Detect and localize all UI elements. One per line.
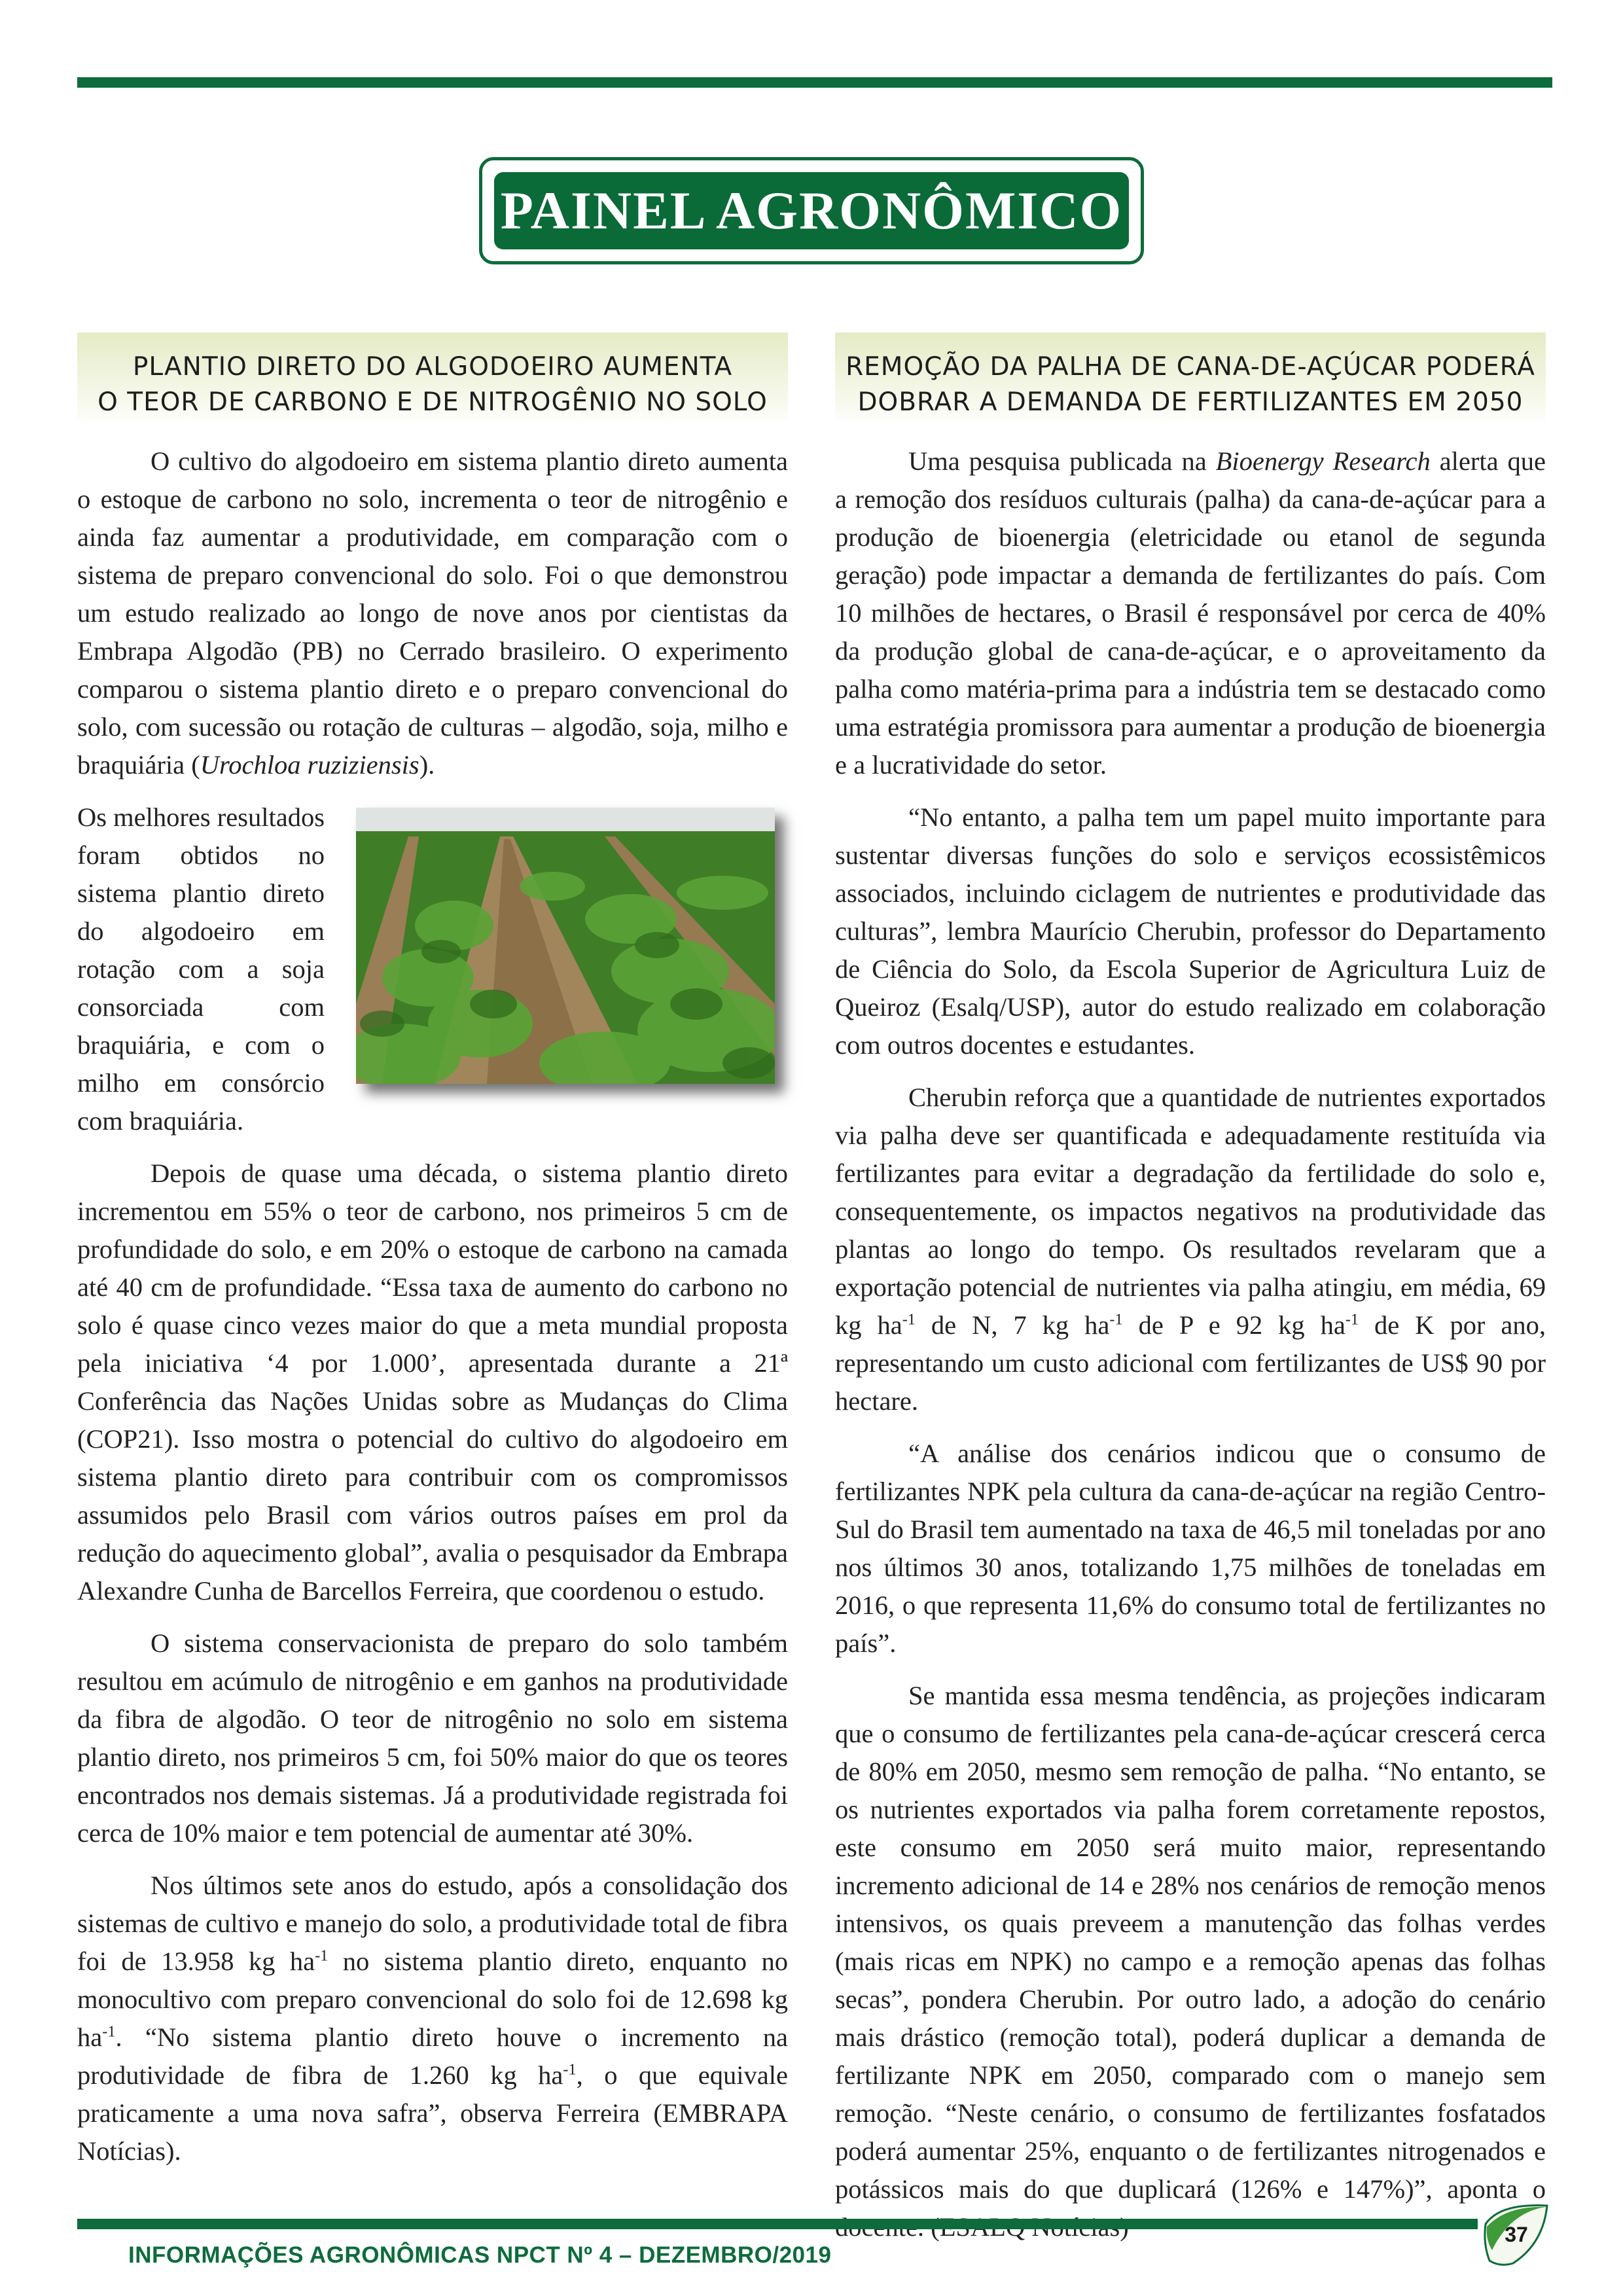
section-banner [479, 157, 1144, 264]
right-p3-a: Cherubin reforça que a quantidade de nutrientes exportados via palha deve ser quantificada e adequadamente restituída via fertilizantes para evitar a degradação da fertilidade do solo e, consequentemente, os impactos negativos na produtividade das plantas ao longo do tempo. Os resultados revelaram que a exportação potencial de nutrientes via palha atingiu, em média, 69 kg ha [835, 1083, 1546, 1340]
left-p4-b: no sistema plantio direto, enquanto no monocultivo com preparo convencional do solo foi de 12.698 kg ha [77, 1946, 788, 2052]
banner-plate [494, 172, 1129, 249]
right-article [835, 332, 1546, 2261]
right-p3-sup-1: -1 [902, 1310, 916, 1329]
cotton-field-photo [356, 808, 775, 1084]
left-paragraph-1b: Os melhores resultados foram obtidos no sistema plantio direto do algodoeiro em rotação com a soja consorciada com braquiária, e com o milho em consórcio com braquiária. [77, 802, 325, 1136]
left-article [77, 332, 788, 2185]
right-article-heading [835, 332, 1546, 424]
right-heading-line-2: DOBRAR A DEMANDA DE FERTILIZANTES EM 2050 [857, 387, 1524, 417]
right-paragraph-2: “No entanto, a palha tem um papel muito importante para sustentar diversas funções do solo e serviços ecossistêmicos associados, incluindo ciclagem de nutrientes e produtividade das culturas”, lembra Maurício Cherubin, professor do Departamento de Ciência do Solo, da Escola Superior de Agricultura Luiz de Queiroz (Esalq/USP), autor do estudo realizado em colaboração com outros docentes e estudantes. [835, 802, 1546, 1060]
left-p4-a: Nos últimos sete anos do estudo, após a consolidação dos sistemas de cultivo e manejo do solo, a produtividade total de fibra foi de 13.958 kg ha [77, 1871, 788, 1976]
right-paragraph-1 [835, 442, 1546, 784]
left-paragraph-2: Depois de quase uma década, o sistema plantio direto incrementou em 55% o teor de carbono, nos primeiros 5 cm de profundidade do solo, e em 20% o estoque de carbono na camada até 40 cm de profundidade. “Essa taxa de aumento do carbono no solo é quase cinco vezes maior do que a meta mundial proposta pela iniciativa ‘4 por 1.000’, apresentada durante a 21ª Conferência das Nações Unidas sobre as Mudanças do Clima (COP21). Isso mostra o potencial do cultivo do algodoeiro em sistema plantio direto para contribuir com os compromissos assumidos pelo Brasil com vários outros países em prol da redução do aquecimento global”, avalia o pesquisador da Embrapa Alexandre Cunha de Barcellos Ferreira, que coordenou o estudo. [77, 1158, 788, 1605]
banner-frame [479, 157, 1144, 264]
left-p4-sup-2: -1 [102, 2022, 116, 2041]
left-p1-end: ). [419, 750, 435, 780]
right-p1-italic: Bioenergy Research [1215, 446, 1431, 476]
left-p4-sup-1: -1 [315, 1946, 329, 1965]
left-p1-italic: Urochloa ruziziensis [200, 750, 419, 780]
left-p4-d: , o que equivale praticamente a uma nova safra”, observa Ferreira (EMBRAPA Notícias). [77, 2060, 788, 2166]
footer-publication: INFORMAÇÕES AGRONÔMICAS NPCT Nº 4 – DEZEMBRO/2019 [128, 2242, 832, 2268]
right-p3-b: de N, 7 kg ha [915, 1310, 1110, 1340]
cotton-field-image [356, 808, 775, 1084]
left-heading-line-2: O TEOR DE CARBONO E DE NITROGÊNIO NO SOLO [98, 387, 768, 417]
right-paragraph-3 [835, 1079, 1546, 1420]
left-paragraph-4 [77, 1867, 788, 2170]
banner-title: PAINEL AGRONÔMICO [500, 181, 1123, 240]
right-p3-sup-2: -1 [1109, 1310, 1123, 1329]
left-heading-line-1: PLANTIO DIRETO DO ALGODOEIRO AUMENTA [132, 352, 733, 382]
right-heading-line-1: REMOÇÃO DA PALHA DE CANA-DE-AÇÚCAR PODERÁ [846, 352, 1535, 382]
top-rule [77, 77, 1552, 88]
left-p1-text: O cultivo do algodoeiro em sistema plantio direto aumenta o estoque de carbono no solo, incrementa o teor de nitrogênio e ainda faz aumentar a produtividade, em comparação com o sistema de preparo convencional do solo. Foi o que demonstrou um estudo realizado ao longo de nove anos por cientistas da Embrapa Algodão (PB) no Cerrado brasileiro. O experimento comparou o sistema plantio direto e o preparo convencional do solo, com sucessão ou rotação de culturas – algodão, soja, milho e braquiária ( [77, 446, 788, 780]
right-p3-sup-3: -1 [1345, 1310, 1359, 1329]
left-article-heading [77, 332, 788, 424]
left-p4-sup-3: -1 [563, 2060, 577, 2079]
right-paragraph-5: Se mantida essa mesma tendência, as projeções indicaram que o consumo de fertilizantes pela cana-de-açúcar crescerá cerca de 80% em 2050, mesmo sem remoção de palha. “No entanto, se os nutrientes exportados via palha forem corretamente repostos, este consumo em 2050 será muito maior, representando incremento adicional de 14 e 28% nos cenários de remoção menos intensivos, os quais preveem a manutenção das folhas verdes (mais ricas em NPK) no campo e a remoção apenas das folhas secas”, pondera Cherubin. Por outro lado, a adoção do cenário mais drástico (remoção total), poderá duplicar a demanda de fertilizante NPK em 2050, comparado com o manejo sem remoção. “Neste cenário, o consumo de fertilizantes fosfatados poderá aumentar 25%, enquanto o de fertilizantes nitrogenados e potássicos mais do que duplicará (126% e 147%)”, aponta o [835, 1681, 1546, 2204]
left-paragraph-1 [77, 442, 788, 784]
right-p1-b: alerta que a remoção dos resíduos culturais (palha) da cana-de-açúcar para a produção de bioenergia (eletricidade ou etanol de segunda geração) pode impactar a demanda de fertilizantes do país. Com 10 milhões de hectares, o Brasil é responsável por cerca de 40% da produção global de cana-de-açúcar, e o aproveitamento da palha como matéria-prima para a indústria tem se destacado como uma estratégia promissora para aumentar a produção de bioenergia e a lucratividade do setor. [835, 446, 1546, 780]
bottom-rule [77, 2219, 1478, 2229]
page-number-badge [1480, 2198, 1552, 2270]
right-paragraph-4: “A análise dos cenários indicou que o consumo de fertilizantes NPK pela cultura da cana-de-açúcar na região Centro-Sul do Brasil tem aumentado na taxa de 46,5 mil toneladas por ano nos últimos 30 anos, totalizando 1,75 milhões de toneladas em 2016, o que representa 11,6% do consumo total de fertilizantes no país”. [835, 1439, 1546, 1658]
right-p3-d: de K por ano, representando um custo adicional com fertilizantes de US$ 90 por hectare. [835, 1310, 1546, 1416]
right-p3-c: de P e 92 kg ha [1122, 1310, 1346, 1340]
page-number: 37 [1505, 2223, 1528, 2246]
right-p1-a: Uma pesquisa publicada na [908, 446, 1216, 476]
left-p4-c: . “No sistema plantio direto houve o incremento na produtividade de fibra de 1.260 kg ha [77, 2022, 788, 2090]
left-paragraph-3: O sistema conservacionista de preparo do solo também resultou em acúmulo de nitrogênio e em ganhos na produtividade da fibra de algodão. O teor de nitrogênio no solo em sistema plantio direto, nos primeiros 5 cm, foi 50% maior do que os teores encontrados nos demais sistemas. Já a produtividade registrada foi cerca de 10% maior e tem potencial de aumentar até 30%. [77, 1628, 788, 1848]
cotton-field-photo-holder [356, 808, 788, 1096]
